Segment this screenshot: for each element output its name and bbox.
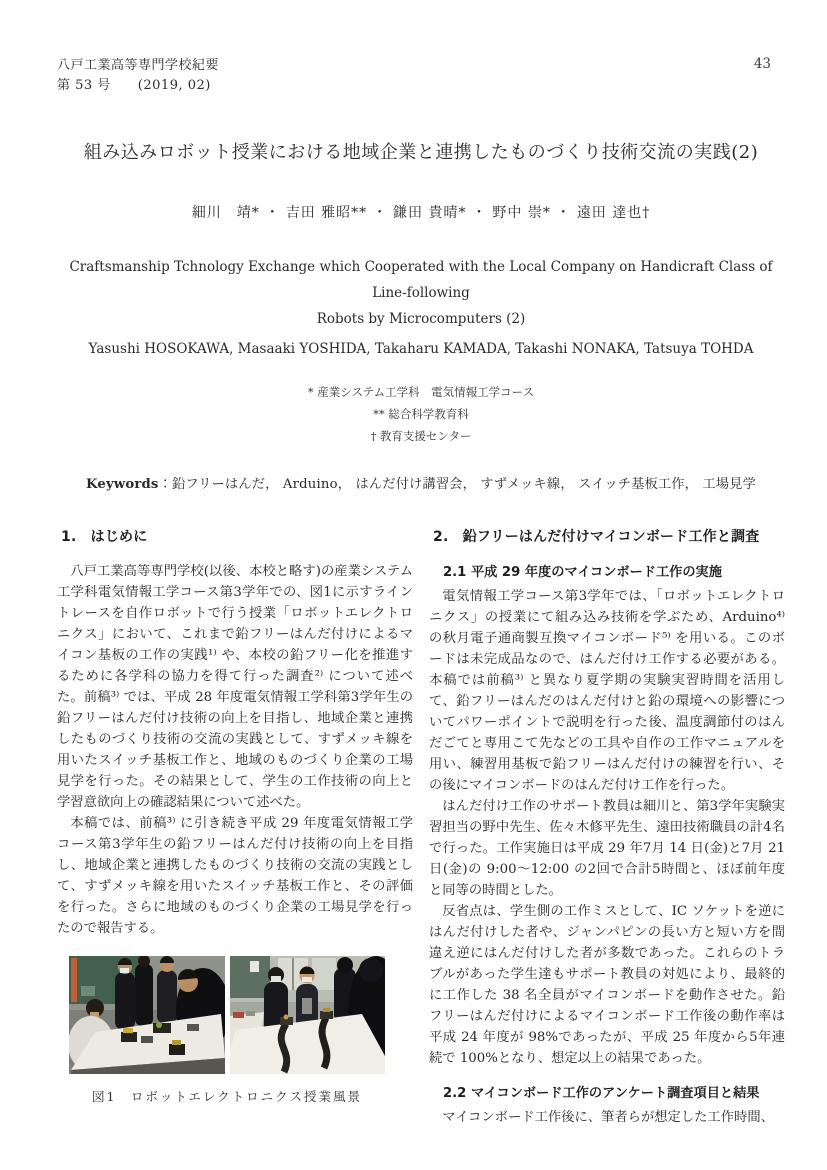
authors-en: Yasushi HOSOKAWA, Masaaki YOSHIDA, Takaharu KAMADA, Takashi NONAKA, Tatsuya TOHDA [88, 341, 754, 357]
section-2-heading: 2. 鉛フリーはんだ付けマイコンボード工作と調査 [433, 529, 760, 545]
section-1-paragraph-1: 八戸工業高等専門学校(以後、本校と略す)の産業システム工学科電気情報工学コース第3学年での、図1に示すライントレースを自作ロボットで行う授業「ロボットエレクトロニクス」において、これまで鉛フリーはんだ付けによるマイコン基板の工作の実践¹⁾ や、本校の鉛フリー化を推進するために各学科の協力を得て行った調査²⁾ について述べた。前稿³⁾ では、平成 28 年度電気情報工学科第3学年生の鉛フリーはんだ付け技術の向上を目指し、地域企業と連携したものづくり技術の交流の実践として、すずメッキ線を用いたスイッチ基板工作と、地域のものづくり企業の工場見学を行った。その結果として、学生の工作技術の向上と学習意欲向上の確認結果について述べた。 [57, 564, 413, 810]
section-2-1-paragraph-2: はんだ付け工作のサポート教員は細川と、第3学年実験実習担当の野中先生、佐々木修平先生、遠田技術職員の計4名で行った。工作実施日は平成 29 年7月 14 日(金)と7月 21 日(金)の 9:00～12:00 の2回で合計5時間と、ほぼ前年度と同等の時間とした。 [429, 799, 785, 898]
paper-title-en-line2: Robots by Microcomputers (2) [316, 311, 526, 327]
section-2-1-paragraph-1: 電気情報工学コース第3学年では、「ロボットエレクトロニクス」の授業にて組み込み技術を学ぶため、Arduino⁴⁾ の秋月電子通商製互換マイコンボード⁵⁾ を用いる。このボードは未完成品なので、はんだ付け工作する必要がある。本稿では前稿³⁾ と異なり夏学期の実験実習時間を活用して、鉛フリーはんだのはんだ付けと鉛の環境への影響についてパワーポイントで説明を行った後、温度調節付のはんだごてと専用こて先などの工具や自作の工作マニュアルを用い、練習用基板で鉛フリーはんだ付けの練習を行い、その後にマイコンボードのはんだ付け工作を行った。 [429, 589, 785, 793]
two-column-body [57, 526, 785, 1128]
authors-ja: 細川 靖* ・ 吉田 雅昭** ・ 鎌田 貴晴* ・ 野中 崇* ・ 遠田 達也† [191, 205, 651, 221]
figure1-photo-right [230, 956, 385, 1074]
paper-title-en [57, 254, 785, 332]
right-column [429, 526, 785, 1128]
journal-name: 八戸工業高等専門学校紀要 [57, 58, 220, 73]
running-head [57, 56, 785, 96]
affiliation-1: * 産業システム工学科 電気情報工学コース [307, 385, 535, 399]
keywords-line [57, 473, 785, 492]
paper-title-ja: 組み込みロボット授業における地域企業と連携したものづくり技術交流の実践(2) [83, 142, 759, 163]
section-1-heading: 1. はじめに [61, 529, 148, 545]
section-2-1-paragraph-3: 反省点は、学生側の工作ミスとして、IC ソケットを逆にはんだ付けした者や、ジャンパピンの長い方と短い方を間違え逆にはんだ付けした者が多数であった。これらのトラブルがあった学生達もサポート教員の対処により、最終的に工作した 38 名全員がマイコンボードを動作させた。鉛フリーはんだ付けによるマイコンボード工作後の動作率は平成 24 年度が 98%であったが、平成 25 年度から5年連続で 100%となり、想定以上の結果であった。 [429, 904, 785, 1066]
left-column [57, 526, 413, 1128]
journal-info [57, 56, 219, 96]
figure1-caption: 図1 ロボットエレクトロニクス授業風景 [91, 1089, 363, 1104]
journal-issue: 第 53 号 (2019, 02) [57, 78, 211, 93]
section-2-2-paragraph-1: マイコンボード工作後に、筆者らが想定した工作時間、 [442, 1110, 774, 1125]
affiliation-2: ** 総合科学教育科 [373, 407, 469, 421]
figure1-photo-left [69, 956, 225, 1074]
affiliation-3: † 教育支援センター [370, 429, 472, 443]
affiliations [57, 381, 785, 447]
page-number: 43 [753, 56, 771, 72]
keywords-label: Keywords [85, 477, 159, 492]
section-2-1-heading: 2.1 平成 29 年度のマイコンボード工作の実施 [443, 565, 722, 580]
figure1-photo [69, 956, 385, 1074]
paper-title-en-line1: Craftsmanship Tchnology Exchange which Cooperated with the Local Company on Handicraft Class of Line-following [69, 259, 773, 301]
section-1-paragraph-2: 本稿では、前稿³⁾ に引き続き平成 29 年度電気情報工学コース第3学年生の鉛フリーはんだ付け技術の向上を目指し、地域企業と連携したものづくり技術の交流の実践として、すずメッキ線を用いたスイッチ基板工作と、その評価を行った。さらに地域のものづくり企業の工場見学を行ったので報告する。 [57, 816, 413, 936]
section-2-2-heading: 2.2 マイコンボード工作のアンケート調査項目と結果 [443, 1086, 760, 1101]
figure-1 [69, 956, 385, 1105]
keywords-text: ：鉛フリーはんだ， Arduino， はんだ付け講習会， すずメッキ線， スイッチ基板工作， 工場見学 [158, 477, 756, 492]
